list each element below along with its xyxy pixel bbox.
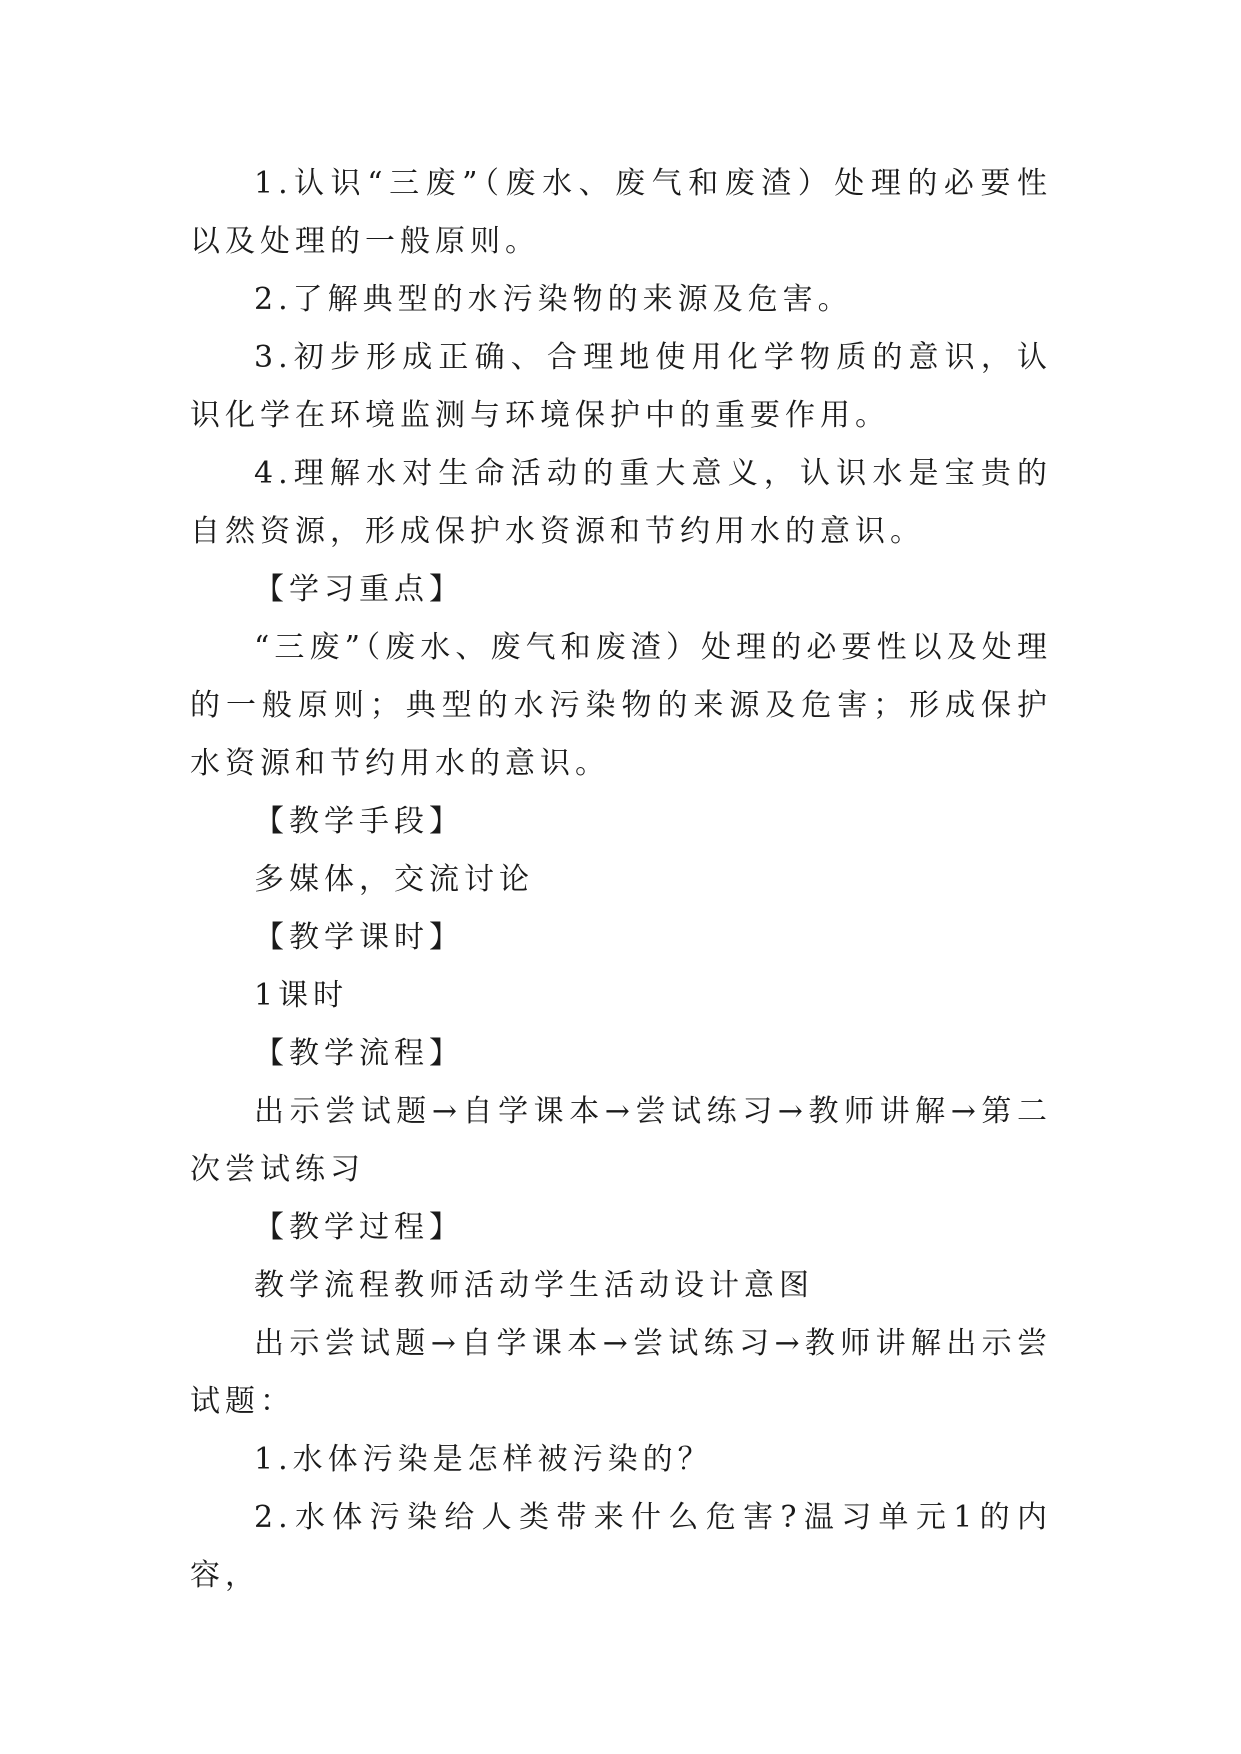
section-heading-class-hours: 【教学课时】 (254, 920, 464, 955)
section-heading-teaching-flow: 【教学流程】 (254, 1036, 464, 1071)
question-2: 2.水体污染给人类带来什么危害?温习单元1的内容， (190, 1500, 1052, 1593)
process-flow-text: 出示尝试题→自学课本→尝试练习→教师讲解出示尝试题： (190, 1326, 1052, 1419)
objective-3: 3.初步形成正确、合理地使用化学物质的意识，认识化学在环境监测与环境保护中的重要作用。 (190, 340, 1052, 433)
teaching-flow-text: 出示尝试题→自学课本→尝试练习→教师讲解→第二次尝试练习 (190, 1094, 1052, 1187)
process-columns-text: 教学流程教师活动学生活动设计意图 (254, 1268, 814, 1303)
objective-1: 1.认识“三废”（废水、废气和废渣）处理的必要性以及处理的一般原则。 (190, 166, 1052, 259)
question-1: 1.水体污染是怎样被污染的？ (254, 1442, 713, 1477)
section-heading-teaching-process: 【教学过程】 (254, 1210, 464, 1245)
class-hours-text: 1课时 (254, 978, 349, 1013)
key-points-text: “三废”（废水、废气和废渣）处理的必要性以及处理的一般原则；典型的水污染物的来源及危害；形成保护水资源和节约用水的意识。 (190, 630, 1052, 781)
section-heading-teaching-means: 【教学手段】 (254, 804, 464, 839)
section-heading-key-points: 【学习重点】 (254, 572, 464, 607)
document-body (190, 155, 1052, 1605)
objective-4: 4.理解水对生命活动的重大意义，认识水是宝贵的自然资源，形成保护水资源和节约用水的意识。 (190, 456, 1052, 549)
objective-2: 2.了解典型的水污染物的来源及危害。 (254, 282, 853, 317)
teaching-means-text: 多媒体，交流讨论 (254, 862, 534, 897)
